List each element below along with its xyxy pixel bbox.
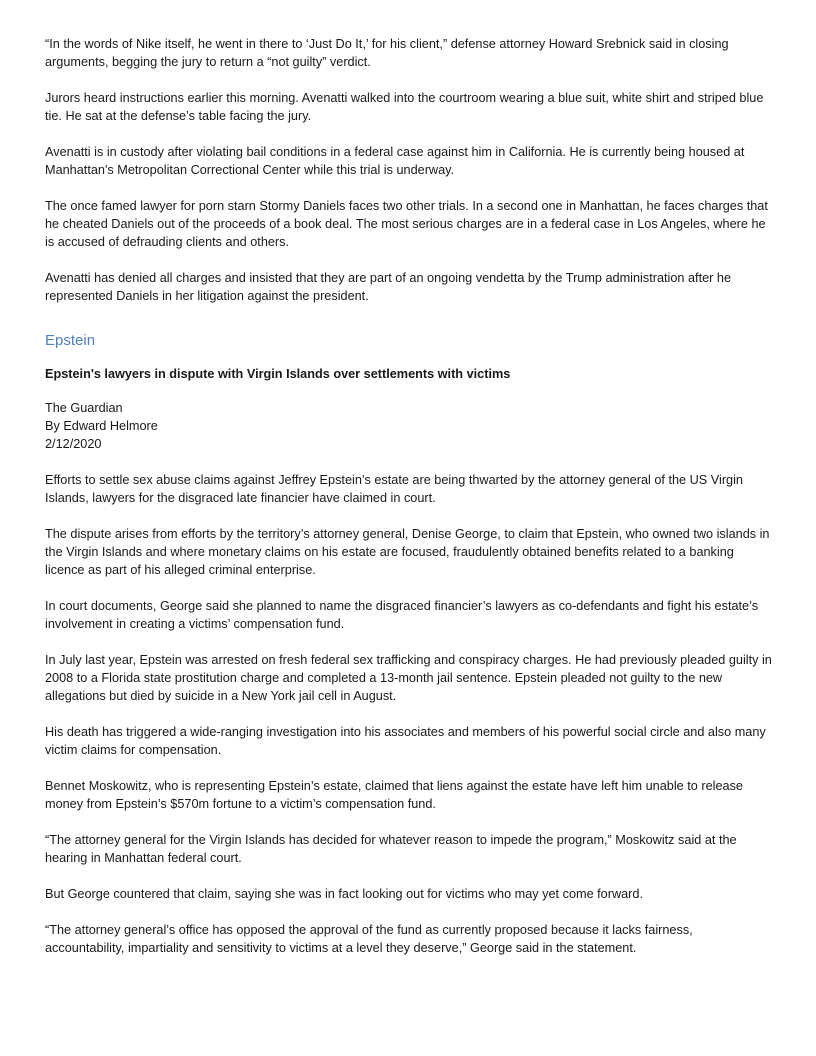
article-paragraph-3: In court documents, George said she planned to name the disgraced financier’s lawyers as co-defendants and fight his estate’s involvement in creating a victims’ compensation fund. — [45, 599, 759, 631]
article-paragraph-8: But George countered that claim, saying she was in fact looking out for victims who may yet come forward. — [45, 887, 643, 901]
document-page — [45, 35, 775, 975]
intro-paragraph-4: The once famed lawyer for porn starn Stormy Daniels faces two other trials. In a second one in Manhattan, he faces charges that he cheated Daniels out of the proceeds of a book deal. The most serious charges are in a federal case in Los Angeles, where he is accused of defrauding clients and others. — [45, 199, 768, 249]
intro-paragraph-2: Jurors heard instructions earlier this morning. Avenatti walked into the courtroom wearing a blue suit, white shirt and striped blue tie. He sat at the defense’s table facing the jury. — [45, 91, 764, 123]
article-paragraph-4: In July last year, Epstein was arrested on fresh federal sex trafficking and conspiracy charges. He had previously pleaded guilty in 2008 to a Florida state prostitution charge and completed a 13-month jail sentence. Epstein pleaded not guilty to the new allegations but died by suicide in a New York jail cell in August. — [45, 653, 772, 703]
intro-paragraph-5: Avenatti has denied all charges and insisted that they are part of an ongoing vendetta by the Trump administration after he represented Daniels in her litigation against the president. — [45, 271, 732, 303]
article-date: 2/12/2020 — [45, 437, 102, 451]
article-source: The Guardian — [45, 401, 123, 415]
article-paragraph-9: “The attorney general’s office has opposed the approval of the fund as currently proposed because it lacks fairness, accountability, impartiality and sensitivity to victims at a level they deserve,” George said in the statement. — [45, 923, 693, 955]
article-paragraph-7: “The attorney general for the Virgin Islands has decided for whatever reason to impede the program,” Moskowitz said at the hearing in Manhattan federal court. — [45, 833, 737, 865]
article-paragraph-5: His death has triggered a wide-ranging investigation into his associates and members of his powerful social circle and also many victim claims for compensation. — [45, 725, 766, 757]
article-paragraph-2: The dispute arises from efforts by the territory’s attorney general, Denise George, to claim that Epstein, who owned two islands in the Virgin Islands and where monetary claims on his estate are focused, fraudulently obtained benefits related to a banking licence as part of his alleged criminal enterprise. — [45, 527, 770, 577]
article-paragraph-6: Bennet Moskowitz, who is representing Epstein’s estate, claimed that liens against the estate have left him unable to release money from Epstein’s $570m fortune to a victim’s compensation fund. — [45, 779, 743, 811]
intro-paragraph-1: “In the words of Nike itself, he went in there to ‘Just Do It,’ for his client,” defense attorney Howard Srebnick said in closing arguments, begging the jury to return a “not guilty” verdict. — [45, 37, 729, 69]
article-paragraph-1: Efforts to settle sex abuse claims against Jeffrey Epstein’s estate are being thwarted by the attorney general of the US Virgin Islands, lawyers for the disgraced late financier have claimed in court. — [45, 473, 743, 505]
article-meta — [45, 399, 775, 453]
intro-paragraph-3: Avenatti is in custody after violating bail conditions in a federal case against him in California. He is currently being housed at Manhattan's Metropolitan Correctional Center while this trial is underway. — [45, 145, 745, 177]
section-heading: Epstein — [45, 332, 96, 349]
article-headline: Epstein's lawyers in dispute with Virgin Islands over settlements with victims — [45, 367, 511, 381]
article-byline: By Edward Helmore — [45, 419, 158, 433]
